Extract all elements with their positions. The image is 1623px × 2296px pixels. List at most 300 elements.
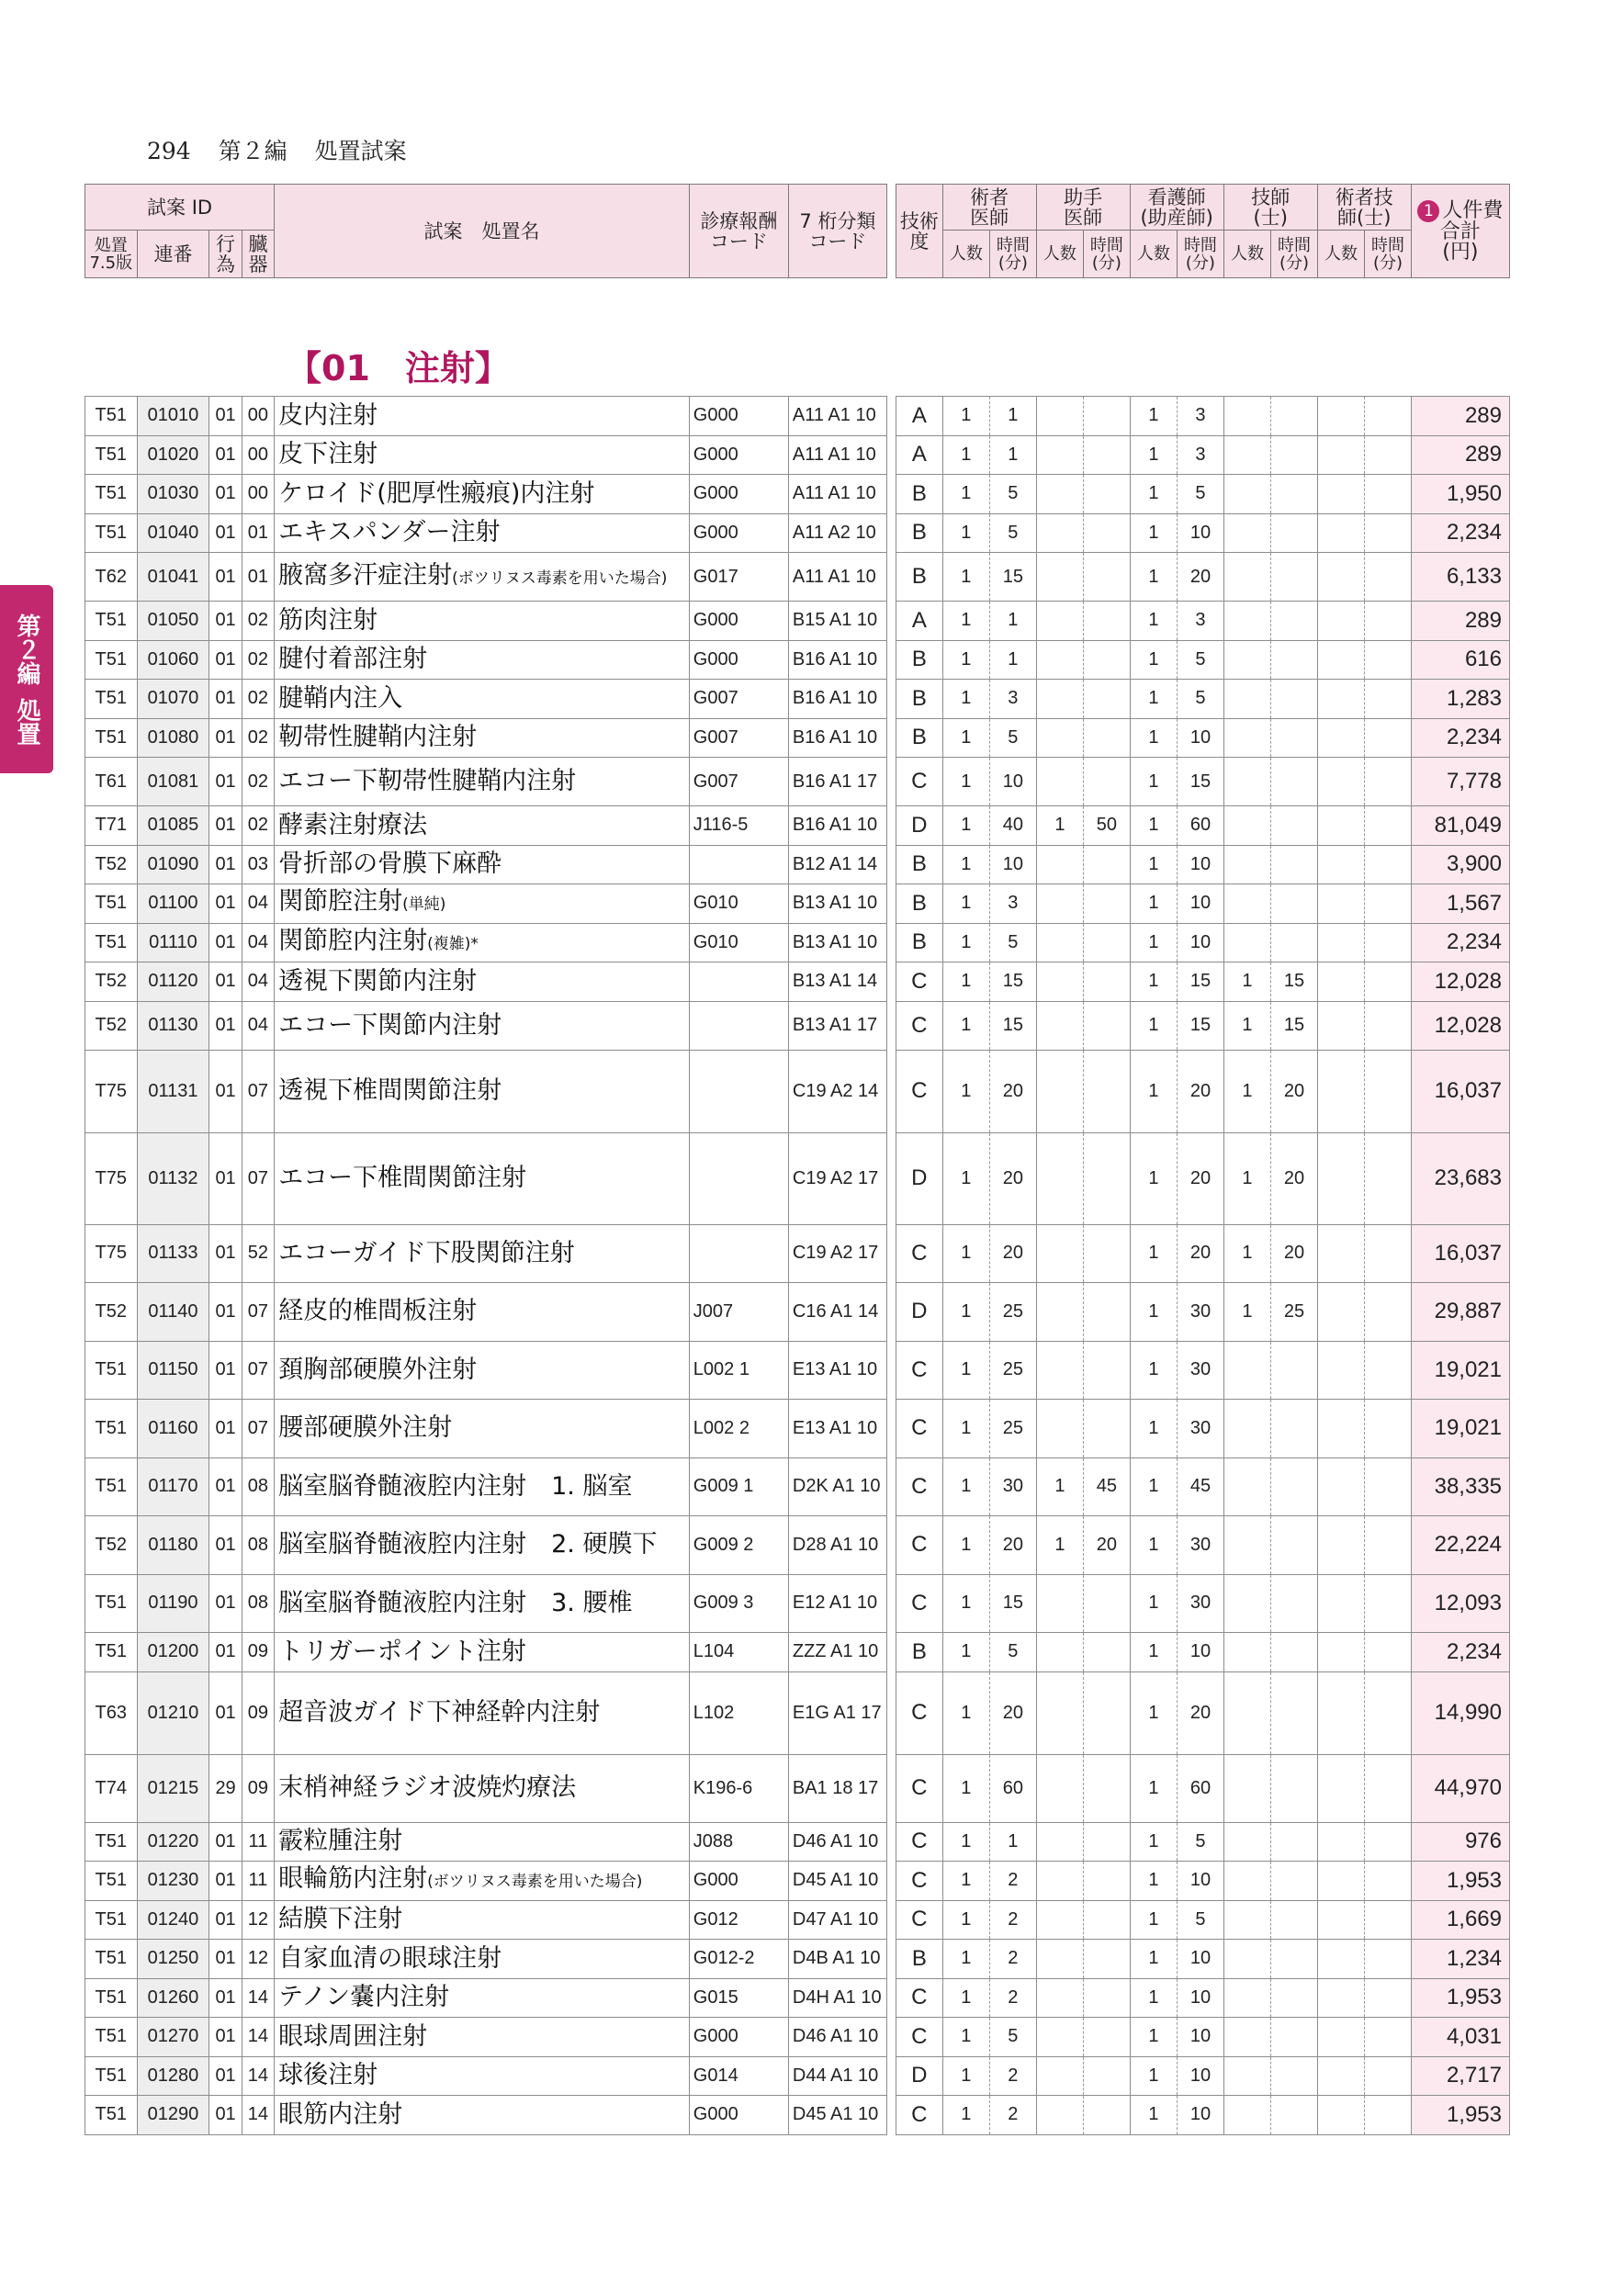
technician-persons bbox=[1223, 1341, 1271, 1400]
version-cell: T75 bbox=[85, 1132, 138, 1224]
serial-cell: 01041 bbox=[137, 553, 209, 602]
nurse-persons: 1 bbox=[1130, 1862, 1178, 1901]
doctor-persons: 1 bbox=[942, 1633, 990, 1672]
assistant-time bbox=[1084, 1754, 1131, 1822]
nurse-persons: 1 bbox=[1130, 1400, 1178, 1458]
op-technician-time bbox=[1365, 1862, 1412, 1901]
assistant-time bbox=[1084, 1940, 1131, 1979]
assistant-time bbox=[1084, 1341, 1131, 1400]
total-cost: 1,234 bbox=[1411, 1940, 1509, 1979]
serial-cell: 01140 bbox=[137, 1283, 209, 1342]
serial-cell: 01150 bbox=[137, 1341, 209, 1400]
procedure-note: (ボツリヌス毒素を用いた場合) bbox=[427, 1873, 643, 1892]
act-cell: 29 bbox=[209, 1754, 242, 1822]
act-cell: 01 bbox=[209, 1458, 242, 1516]
serial-cell: 01081 bbox=[137, 758, 209, 806]
fee-code-cell: J116-5 bbox=[689, 806, 788, 846]
organ-cell: 00 bbox=[242, 435, 274, 475]
class-code-cell: BA1 18 17 bbox=[788, 1754, 886, 1822]
nurse-time: 10 bbox=[1178, 718, 1224, 758]
technician-time bbox=[1271, 602, 1318, 641]
doctor-time: 15 bbox=[990, 1001, 1037, 1050]
class-code-cell: C19 A2 17 bbox=[788, 1224, 886, 1283]
procedure-name-text: トリガーポイント注射 bbox=[278, 1637, 526, 1666]
nurse-persons: 1 bbox=[1130, 718, 1178, 758]
nurse-time: 5 bbox=[1178, 640, 1224, 680]
version-cell: T51 bbox=[85, 1341, 138, 1400]
op-technician-time bbox=[1365, 2096, 1412, 2135]
organ-cell: 04 bbox=[242, 962, 274, 1002]
technician-persons bbox=[1223, 1671, 1271, 1754]
technician-persons bbox=[1223, 640, 1271, 680]
doctor-persons: 1 bbox=[942, 1001, 990, 1050]
act-cell: 01 bbox=[209, 806, 242, 846]
technician-persons bbox=[1223, 1574, 1271, 1633]
op-technician-persons bbox=[1317, 1050, 1365, 1132]
page-number: 294 bbox=[147, 138, 191, 164]
doctor-time: 5 bbox=[990, 2018, 1037, 2057]
header-assistant: 助手 医師 bbox=[1036, 185, 1130, 231]
procedure-name bbox=[275, 2018, 690, 2057]
fee-code-cell: J088 bbox=[689, 1822, 788, 1862]
table-row bbox=[85, 1283, 1510, 1342]
gap-cell bbox=[886, 475, 896, 514]
assistant-time bbox=[1084, 1978, 1131, 2018]
header-assistant-time: 時間 (分) bbox=[1084, 231, 1131, 278]
nurse-time: 20 bbox=[1178, 1224, 1224, 1283]
nurse-persons: 1 bbox=[1130, 475, 1178, 514]
technician-time bbox=[1271, 758, 1318, 806]
assistant-persons bbox=[1036, 1978, 1084, 2018]
procedure-name bbox=[275, 806, 690, 846]
table-row bbox=[85, 475, 1510, 514]
assistant-time bbox=[1084, 1283, 1131, 1342]
act-cell: 01 bbox=[209, 2096, 242, 2135]
assistant-persons bbox=[1036, 1224, 1084, 1283]
fee-code-cell: G000 bbox=[689, 602, 788, 641]
version-cell: T61 bbox=[85, 758, 138, 806]
gap-cell bbox=[886, 962, 896, 1002]
doctor-time: 1 bbox=[990, 1822, 1037, 1862]
header-fee-code: 診療報酬 コード bbox=[689, 185, 788, 278]
fee-code-cell: G000 bbox=[689, 397, 788, 436]
total-cost: 22,224 bbox=[1411, 1516, 1509, 1575]
op-technician-time bbox=[1365, 435, 1412, 475]
doctor-time: 15 bbox=[990, 962, 1037, 1002]
version-cell: T51 bbox=[85, 397, 138, 436]
technician-persons bbox=[1223, 845, 1271, 884]
op-technician-persons bbox=[1317, 602, 1365, 641]
op-technician-time bbox=[1365, 602, 1412, 641]
assistant-time bbox=[1084, 1132, 1131, 1224]
gap-cell bbox=[886, 1050, 896, 1132]
grade-cell: C bbox=[896, 1900, 943, 1940]
doctor-persons: 1 bbox=[942, 475, 990, 514]
assistant-time: 50 bbox=[1084, 806, 1131, 846]
serial-cell: 01220 bbox=[137, 1822, 209, 1862]
side-tab-chapter: 処置 bbox=[13, 697, 40, 746]
nurse-time: 30 bbox=[1178, 1574, 1224, 1633]
procedure-name bbox=[275, 1862, 690, 1901]
class-code-cell: D4H A1 10 bbox=[788, 1978, 886, 2018]
assistant-persons bbox=[1036, 718, 1084, 758]
procedure-name-text: ケロイド(肥厚性瘢痕)内注射 bbox=[278, 478, 595, 508]
procedure-name-text: 腰部硬膜外注射 bbox=[278, 1413, 453, 1443]
nurse-time: 20 bbox=[1178, 1132, 1224, 1224]
class-code-cell: C19 A2 17 bbox=[788, 1132, 886, 1224]
grade-cell: B bbox=[896, 923, 943, 962]
version-cell: T51 bbox=[85, 1900, 138, 1940]
technician-time bbox=[1271, 435, 1318, 475]
table-row bbox=[85, 758, 1510, 806]
assistant-persons bbox=[1036, 1283, 1084, 1342]
gap-cell bbox=[886, 1001, 896, 1050]
technician-persons bbox=[1223, 602, 1271, 641]
assistant-time bbox=[1084, 1001, 1131, 1050]
assistant-time: 20 bbox=[1084, 1516, 1131, 1575]
header-nurse: 看護師 (助産師) bbox=[1130, 185, 1223, 231]
serial-cell: 01250 bbox=[137, 1940, 209, 1979]
technician-persons bbox=[1223, 758, 1271, 806]
organ-cell: 14 bbox=[242, 2096, 274, 2135]
procedure-name-text: 腱鞘内注入 bbox=[278, 683, 403, 713]
assistant-persons bbox=[1036, 923, 1084, 962]
nurse-time: 10 bbox=[1178, 923, 1224, 962]
assistant-persons bbox=[1036, 2056, 1084, 2096]
assistant-time bbox=[1084, 680, 1131, 719]
class-code-cell: B13 A1 17 bbox=[788, 1001, 886, 1050]
technician-time bbox=[1271, 1900, 1318, 1940]
op-technician-time bbox=[1365, 640, 1412, 680]
nurse-time: 60 bbox=[1178, 1754, 1224, 1822]
assistant-persons: 1 bbox=[1036, 1516, 1084, 1575]
doctor-persons: 1 bbox=[942, 1822, 990, 1862]
grade-cell: C bbox=[896, 1862, 943, 1901]
total-cost: 1,953 bbox=[1411, 1862, 1509, 1901]
fee-code-cell: G000 bbox=[689, 435, 788, 475]
total-cost: 6,133 bbox=[1411, 553, 1509, 602]
gap-cell bbox=[886, 758, 896, 806]
assistant-time bbox=[1084, 1900, 1131, 1940]
doctor-time: 2 bbox=[990, 2096, 1037, 2135]
procedure-note: (単純) bbox=[402, 895, 446, 915]
table-row bbox=[85, 640, 1510, 680]
nurse-time: 5 bbox=[1178, 1822, 1224, 1862]
class-code-cell: D46 A1 10 bbox=[788, 2018, 886, 2057]
running-head bbox=[147, 133, 427, 166]
doctor-time: 2 bbox=[990, 1978, 1037, 2018]
nurse-persons: 1 bbox=[1130, 758, 1178, 806]
total-cost: 12,028 bbox=[1411, 1001, 1509, 1050]
doctor-persons: 1 bbox=[942, 1458, 990, 1516]
doctor-persons: 1 bbox=[942, 1516, 990, 1575]
procedure-name bbox=[275, 1822, 690, 1862]
technician-time bbox=[1271, 1940, 1318, 1979]
op-technician-persons bbox=[1317, 923, 1365, 962]
assistant-persons bbox=[1036, 1132, 1084, 1224]
act-cell: 01 bbox=[209, 923, 242, 962]
version-cell: T63 bbox=[85, 1671, 138, 1754]
serial-cell: 01010 bbox=[137, 397, 209, 436]
grade-cell: B bbox=[896, 718, 943, 758]
doctor-time: 20 bbox=[990, 1516, 1037, 1575]
doctor-persons: 1 bbox=[942, 680, 990, 719]
nurse-time: 3 bbox=[1178, 435, 1224, 475]
table-row bbox=[85, 553, 1510, 602]
act-cell: 01 bbox=[209, 758, 242, 806]
doctor-persons: 1 bbox=[942, 1341, 990, 1400]
grade-cell: C bbox=[896, 1341, 943, 1400]
op-technician-persons bbox=[1317, 1940, 1365, 1979]
table-row bbox=[85, 513, 1510, 553]
fee-code-cell: J007 bbox=[689, 1283, 788, 1342]
doctor-persons: 1 bbox=[942, 1283, 990, 1342]
procedure-name bbox=[275, 1940, 690, 1979]
organ-cell: 00 bbox=[242, 475, 274, 514]
procedure-name bbox=[275, 884, 690, 924]
doctor-time: 5 bbox=[990, 923, 1037, 962]
organ-cell: 02 bbox=[242, 758, 274, 806]
total-cost: 12,093 bbox=[1411, 1574, 1509, 1633]
version-cell: T51 bbox=[85, 602, 138, 641]
technician-time bbox=[1271, 718, 1318, 758]
assistant-persons bbox=[1036, 435, 1084, 475]
op-technician-persons bbox=[1317, 1400, 1365, 1458]
op-technician-time bbox=[1365, 758, 1412, 806]
gap-cell bbox=[886, 1283, 896, 1342]
act-cell: 01 bbox=[209, 475, 242, 514]
op-technician-persons bbox=[1317, 1862, 1365, 1901]
grade-cell: C bbox=[896, 1001, 943, 1050]
grade-cell: D bbox=[896, 2056, 943, 2096]
assistant-persons: 1 bbox=[1036, 1458, 1084, 1516]
act-cell: 01 bbox=[209, 397, 242, 436]
gap-cell bbox=[886, 1822, 896, 1862]
doctor-persons: 1 bbox=[942, 718, 990, 758]
gap-cell bbox=[886, 1862, 896, 1901]
procedure-name bbox=[275, 1574, 690, 1633]
assistant-persons bbox=[1036, 475, 1084, 514]
doctor-time: 30 bbox=[990, 1458, 1037, 1516]
doctor-persons: 1 bbox=[942, 1050, 990, 1132]
act-cell: 01 bbox=[209, 1633, 242, 1672]
assistant-persons bbox=[1036, 2018, 1084, 2057]
version-cell: T51 bbox=[85, 2056, 138, 2096]
doctor-time: 25 bbox=[990, 1400, 1037, 1458]
doctor-time: 5 bbox=[990, 718, 1037, 758]
act-cell: 01 bbox=[209, 1574, 242, 1633]
fee-code-cell: G017 bbox=[689, 553, 788, 602]
procedure-name bbox=[275, 1341, 690, 1400]
op-technician-persons bbox=[1317, 962, 1365, 1002]
technician-time bbox=[1271, 1822, 1318, 1862]
act-cell: 01 bbox=[209, 680, 242, 719]
serial-cell: 01133 bbox=[137, 1224, 209, 1283]
header-zouki: 臓 器 bbox=[242, 231, 274, 278]
procedure-name-text: 頚胸部硬膜外注射 bbox=[278, 1355, 478, 1384]
doctor-time: 40 bbox=[990, 806, 1037, 846]
op-technician-persons bbox=[1317, 1822, 1365, 1862]
doctor-persons: 1 bbox=[942, 923, 990, 962]
header-doctor-time: 時間 (分) bbox=[990, 231, 1037, 278]
op-technician-persons bbox=[1317, 1283, 1365, 1342]
procedure-name bbox=[275, 553, 690, 602]
total-cost: 289 bbox=[1411, 397, 1509, 436]
technician-persons bbox=[1223, 475, 1271, 514]
fee-code-cell: G007 bbox=[689, 758, 788, 806]
header-shian-id: 試案 ID bbox=[85, 185, 275, 231]
header-renban: 連番 bbox=[137, 231, 209, 278]
procedure-name bbox=[275, 680, 690, 719]
doctor-persons: 1 bbox=[942, 602, 990, 641]
total-cost: 12,028 bbox=[1411, 962, 1509, 1002]
nurse-persons: 1 bbox=[1130, 1458, 1178, 1516]
serial-cell: 01215 bbox=[137, 1754, 209, 1822]
serial-cell: 01290 bbox=[137, 2096, 209, 2135]
grade-cell: C bbox=[896, 2018, 943, 2057]
header-op-technician-persons: 人数 bbox=[1317, 231, 1365, 278]
fee-code-cell bbox=[689, 1132, 788, 1224]
version-cell: T52 bbox=[85, 962, 138, 1002]
nurse-persons: 1 bbox=[1130, 1822, 1178, 1862]
technician-persons: 1 bbox=[1223, 1001, 1271, 1050]
act-cell: 01 bbox=[209, 1822, 242, 1862]
header-nurse-persons: 人数 bbox=[1130, 231, 1178, 278]
header-technician-persons: 人数 bbox=[1223, 231, 1271, 278]
procedure-name bbox=[275, 602, 690, 641]
doctor-time: 5 bbox=[990, 475, 1037, 514]
op-technician-time bbox=[1365, 962, 1412, 1002]
procedure-name-text: 腱付着部注射 bbox=[278, 645, 428, 674]
doctor-time: 2 bbox=[990, 1940, 1037, 1979]
total-cost: 44,970 bbox=[1411, 1754, 1509, 1822]
gap-cell bbox=[886, 884, 896, 924]
class-code-cell: E13 A1 10 bbox=[788, 1341, 886, 1400]
class-code-cell: C16 A1 14 bbox=[788, 1283, 886, 1342]
technician-persons: 1 bbox=[1223, 1050, 1271, 1132]
side-tab-part: 第２編 bbox=[13, 613, 40, 685]
assistant-time bbox=[1084, 923, 1131, 962]
op-technician-persons bbox=[1317, 640, 1365, 680]
gap-cell bbox=[886, 806, 896, 846]
gap-cell bbox=[886, 1400, 896, 1458]
serial-cell: 01280 bbox=[137, 2056, 209, 2096]
class-code-cell: E12 A1 10 bbox=[788, 1574, 886, 1633]
class-code-cell: D4B A1 10 bbox=[788, 1940, 886, 1979]
fee-code-cell: G010 bbox=[689, 923, 788, 962]
technician-persons bbox=[1223, 718, 1271, 758]
table-row bbox=[85, 1822, 1510, 1862]
procedure-name bbox=[275, 513, 690, 553]
table-row bbox=[85, 1633, 1510, 1672]
assistant-persons bbox=[1036, 1001, 1084, 1050]
doctor-persons: 1 bbox=[942, 1574, 990, 1633]
op-technician-time bbox=[1365, 1341, 1412, 1400]
doctor-persons: 1 bbox=[942, 884, 990, 924]
doctor-time: 10 bbox=[990, 758, 1037, 806]
version-cell: T51 bbox=[85, 513, 138, 553]
header-nurse-time: 時間 (分) bbox=[1178, 231, 1224, 278]
header-technician-time: 時間 (分) bbox=[1271, 231, 1318, 278]
nurse-time: 10 bbox=[1178, 2096, 1224, 2135]
op-technician-time bbox=[1365, 1458, 1412, 1516]
grade-cell: D bbox=[896, 806, 943, 846]
nurse-time: 10 bbox=[1178, 884, 1224, 924]
nurse-persons: 1 bbox=[1130, 2096, 1178, 2135]
table-row bbox=[85, 2096, 1510, 2135]
assistant-persons bbox=[1036, 1400, 1084, 1458]
fee-code-cell: G012-2 bbox=[689, 1940, 788, 1979]
op-technician-time bbox=[1365, 1754, 1412, 1822]
doctor-persons: 1 bbox=[942, 513, 990, 553]
op-technician-persons bbox=[1317, 2018, 1365, 2057]
technician-persons bbox=[1223, 2096, 1271, 2135]
gap-cell bbox=[886, 1224, 896, 1283]
procedure-name-text: 骨折部の骨膜下麻酔 bbox=[278, 850, 502, 879]
op-technician-persons bbox=[1317, 2056, 1365, 2096]
fee-code-cell: G009 1 bbox=[689, 1458, 788, 1516]
nurse-persons: 1 bbox=[1130, 1001, 1178, 1050]
nurse-persons: 1 bbox=[1130, 2056, 1178, 2096]
op-technician-time bbox=[1365, 884, 1412, 924]
op-technician-time bbox=[1365, 1001, 1412, 1050]
grade-cell: B bbox=[896, 475, 943, 514]
nurse-time: 5 bbox=[1178, 1900, 1224, 1940]
assistant-time bbox=[1084, 1671, 1131, 1754]
total-cost: 4,031 bbox=[1411, 2018, 1509, 2057]
doctor-persons: 1 bbox=[942, 1900, 990, 1940]
grade-cell: B bbox=[896, 1940, 943, 1979]
organ-cell: 03 bbox=[242, 845, 274, 884]
technician-persons: 1 bbox=[1223, 1132, 1271, 1224]
total-cost: 16,037 bbox=[1411, 1224, 1509, 1283]
doctor-time: 2 bbox=[990, 2056, 1037, 2096]
technician-persons bbox=[1223, 923, 1271, 962]
gap-cell bbox=[886, 1633, 896, 1672]
doctor-time: 3 bbox=[990, 680, 1037, 719]
assistant-time bbox=[1084, 1862, 1131, 1901]
class-code-cell: A11 A1 10 bbox=[788, 553, 886, 602]
procedure-name-text: 腋窩多汗症注射 bbox=[278, 560, 453, 590]
procedure-name-text: エコー下椎間関節注射 bbox=[278, 1164, 527, 1192]
fee-code-cell bbox=[689, 845, 788, 884]
nurse-time: 10 bbox=[1178, 1862, 1224, 1901]
doctor-persons: 1 bbox=[942, 806, 990, 846]
procedure-name-text: 結膜下注射 bbox=[278, 1905, 403, 1934]
version-cell: T51 bbox=[85, 1633, 138, 1672]
class-code-cell: C19 A2 14 bbox=[788, 1050, 886, 1132]
op-technician-time bbox=[1365, 1574, 1412, 1633]
technician-persons bbox=[1223, 1862, 1271, 1901]
serial-cell: 01170 bbox=[137, 1458, 209, 1516]
organ-cell: 14 bbox=[242, 1978, 274, 2018]
fee-code-cell: G014 bbox=[689, 2056, 788, 2096]
op-technician-persons bbox=[1317, 758, 1365, 806]
procedure-name-text: 皮下注射 bbox=[278, 440, 378, 469]
assistant-time: 45 bbox=[1084, 1458, 1131, 1516]
act-cell: 01 bbox=[209, 602, 242, 641]
procedure-name-text: 眼球周囲注射 bbox=[278, 2021, 428, 2051]
technician-time bbox=[1271, 1400, 1318, 1458]
nurse-persons: 1 bbox=[1130, 553, 1178, 602]
nurse-persons: 1 bbox=[1130, 680, 1178, 719]
table-row bbox=[85, 1940, 1510, 1979]
assistant-persons bbox=[1036, 1940, 1084, 1979]
class-code-cell: B16 A1 17 bbox=[788, 758, 886, 806]
technician-time bbox=[1271, 1516, 1318, 1575]
op-technician-time bbox=[1365, 553, 1412, 602]
gap-cell bbox=[886, 397, 896, 436]
